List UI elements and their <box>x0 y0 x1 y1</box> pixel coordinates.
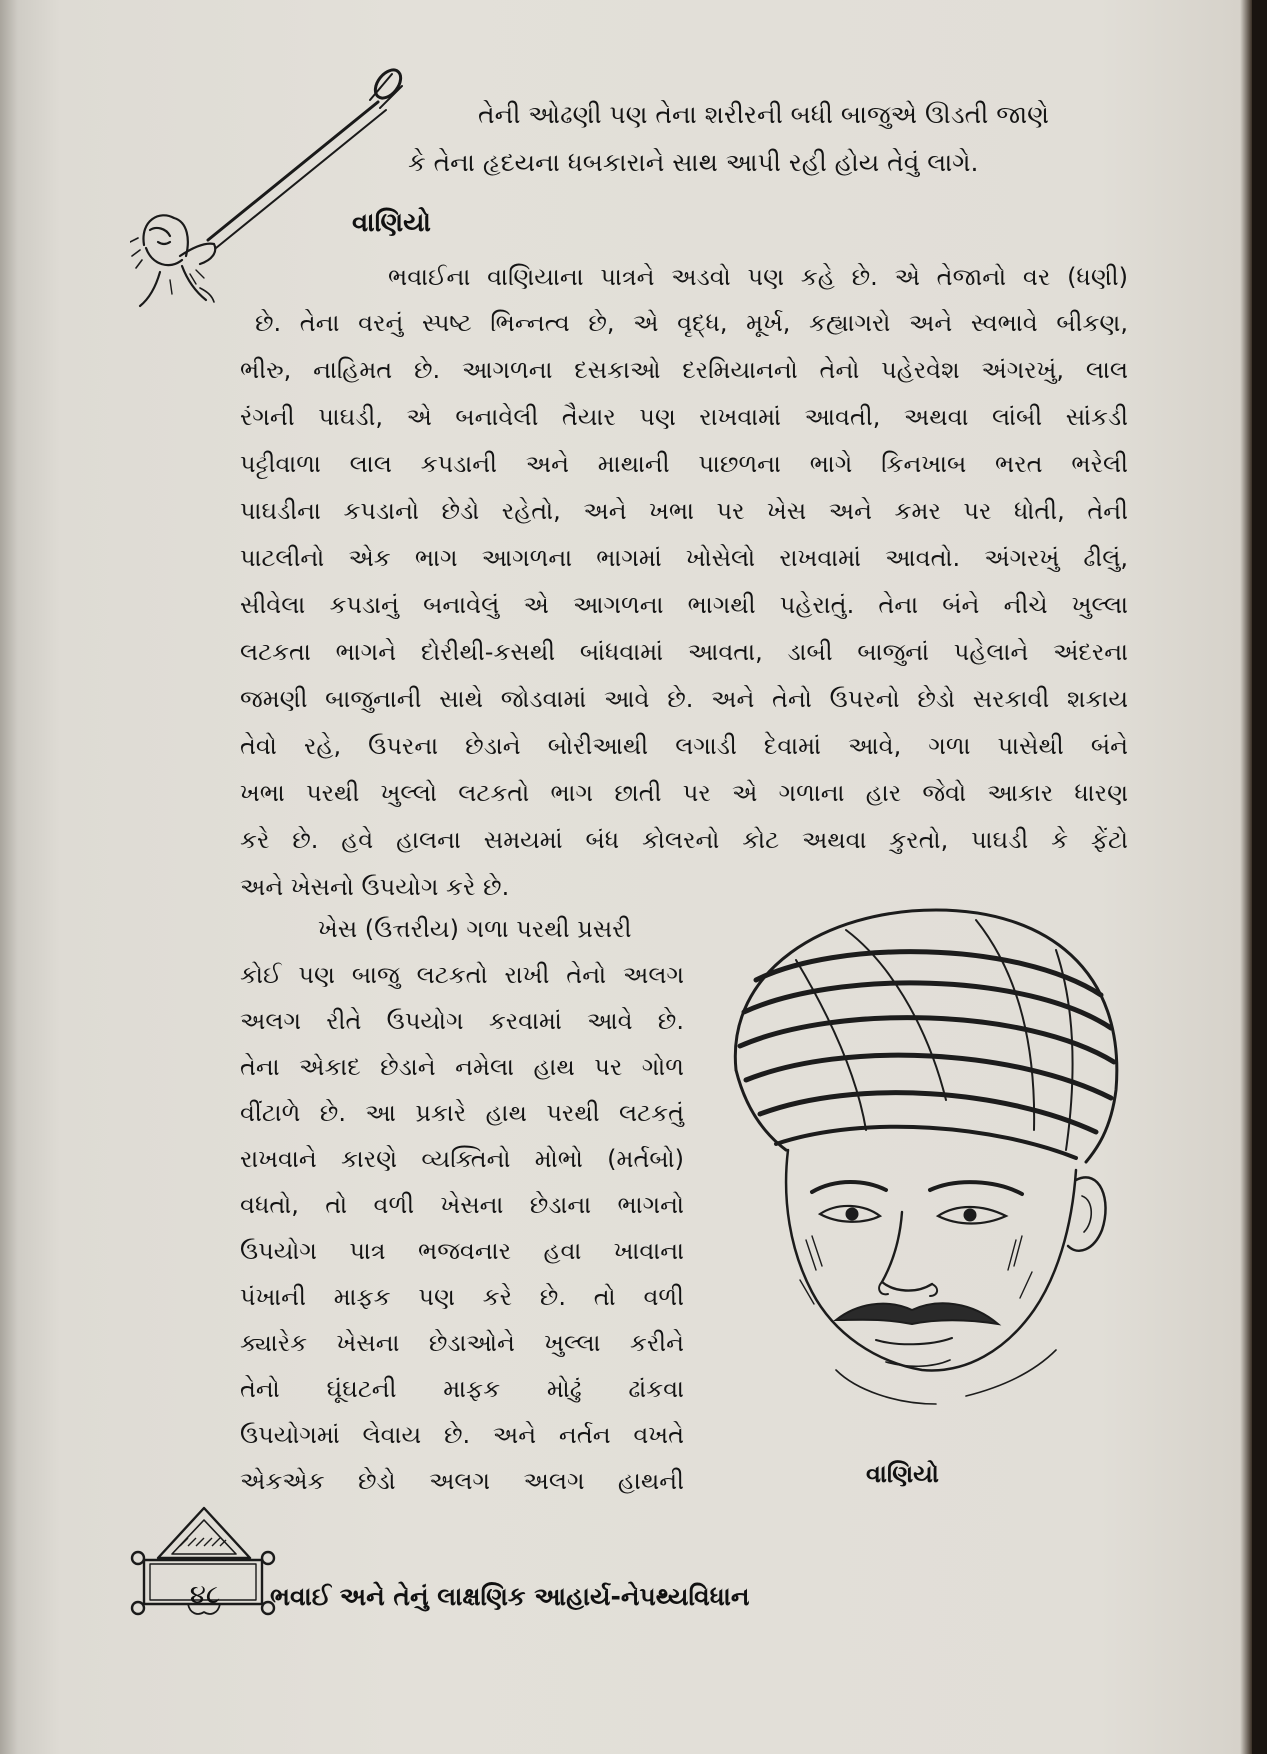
body-line-9: લટકતા ભાગને દોરીથી-કસથી બાંધવામાં આવતા, ડાબી બાજુનાં પહેલાને અંદરના <box>240 638 1128 666</box>
column-line-7: વધતો, તો વળી ખેસના છેડાના ભાગનો <box>240 1191 684 1219</box>
column-line-6: રાખવાને કારણે વ્યક્તિનો મોભો (મર્તબો) <box>240 1145 684 1173</box>
intro-line-2: કે તેના હૃદયના ધબકારાને સાથ આપી રહી હોય તેવું લાગે. <box>408 148 979 177</box>
column-line-13: એકએક છેડો અલગ અલગ હાથની <box>240 1467 684 1495</box>
body-line-8: સીવેલા કપડાનું બનાવેલું એ આગળના ભાગથી પહેરાતું. તેના બંને નીચે ખુલ્લા <box>240 591 1128 619</box>
body-line-14: અને ખેસનો ઉપયોગ કરે છે. <box>240 873 510 901</box>
body-line-6: પાઘડીના કપડાનો છેડો રહેતો, અને ખભા પર ખેસ અને કમર પર ધોતી, તેની <box>240 497 1128 525</box>
column-line-2: કોઈ પણ બાજુ લટકતો રાખી તેનો અલગ <box>240 961 684 989</box>
body-line-12: ખભા પરથી ખુલ્લો લટકતો ભાગ છાતી પર એ ગળાના હાર જેવો આકાર ધારણ <box>240 779 1128 807</box>
column-line-10: ક્યારેક ખેસના છેડાઓને ખુલ્લા કરીને <box>240 1329 684 1357</box>
footer-book-title: ભવાઈ અને તેનું લાક્ષણિક આહાર્ય-નેપથ્યવિધાન <box>270 1582 750 1611</box>
body-line-11: તેવો રહે, ઉપરના છેડાને બોરીઆથી લગાડી દેવામાં આવે, ગળા પાસેથી બંને <box>240 732 1128 760</box>
intro-line-1: તેની ઓઢણી પણ તેના શરીરની બધી બાજુએ ઊડતી જાણે <box>478 100 1049 129</box>
body-line-5: પટ્ટીવાળા લાલ કપડાની અને માથાની પાછળના ભાગે કિનખાબ ભરત ભરેલી <box>240 450 1128 478</box>
figure-caption: વાણિયો <box>866 1460 939 1488</box>
column-line-5: વીંટાળે છે. આ પ્રકારે હાથ પરથી લટકતું <box>240 1099 684 1127</box>
body-line-13: કરે છે. હવે હાલના સમયમાં બંધ કોલરનો કોટ અથવા કુરતો, પાઘડી કે ફેંટો <box>240 826 1128 854</box>
column-line-9: પંખાની માફક પણ કરે છે. તો વળી <box>240 1283 684 1311</box>
vaniyo-portrait <box>716 900 1156 1420</box>
trumpeter-illustration <box>130 60 430 340</box>
body-line-2: છે. તેના વરનું સ્પષ્ટ ભિન્નત્વ છે, એ વૃદ્ધ, મૂર્ખ, કહ્યાગરો અને સ્વભાવે બીકણ, <box>255 309 1128 337</box>
column-line-3: અલગ રીતે ઉપયોગ કરવામાં આવે છે. <box>240 1007 684 1035</box>
column-line-1: ખેસ (ઉત્તરીય) ગળા પરથી પ્રસરી <box>318 915 632 943</box>
column-line-12: ઉપયોગમાં લેવાય છે. અને નર્તન વખતે <box>240 1421 684 1449</box>
page-number: ૪૮ <box>189 1580 221 1610</box>
body-line-3: ભીરુ, નાહિમત છે. આગળના દસકાઓ દરમિયાનનો તેનો પહેરવેશ અંગરખું, લાલ <box>240 356 1128 384</box>
column-line-8: ઉપયોગ પાત્ર ભજવનાર હવા ખાવાના <box>240 1237 684 1265</box>
column-line-11: તેનો ઘૂંઘટની માફક મોઢું ઢાંકવા <box>240 1375 684 1403</box>
body-line-7: પાટલીનો એક ભાગ આગળના ભાગમાં ખોસેલો રાખવામાં આવતો. અંગરખું ઢીલું, <box>240 544 1128 572</box>
body-line-10: જમણી બાજુનાની સાથે જોડવામાં આવે છે. અને તેનો ઉપરનો છેડો સરકાવી શકાય <box>240 685 1128 713</box>
column-line-4: તેના એકાદ છેડાને નમેલા હાથ પર ગોળ <box>240 1053 684 1081</box>
body-line-4: રંગની પાઘડી, એ બનાવેલી તૈયાર પણ રાખવામાં આવતી, અથવા લાંબી સાંકડી <box>240 403 1128 431</box>
body-line-1: ભવાઈના વાણિયાના પાત્રને અડવો પણ કહે છે. એ તેજાનો વર (ધણી) <box>388 263 1128 291</box>
section-heading: વાણિયો <box>352 208 431 238</box>
